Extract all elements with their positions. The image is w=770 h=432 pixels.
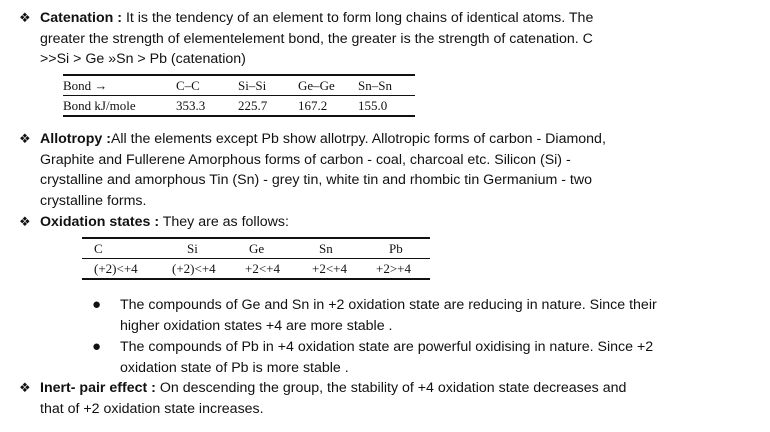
catenation-line3: >>Si > Ge »Sn > Pb (catenation) xyxy=(40,51,246,67)
catenation-line1: Catenation : It is the tendency of an element to form long chains of identical atoms. The xyxy=(40,10,594,26)
oxidation-table-row: (+2)<+4 (+2)<+4 +2<+4 +2<+4 +2>+4 xyxy=(94,260,411,276)
catenation-line2: greater the strength of elementelement bond, the greater is the strength of catenation. C xyxy=(40,30,593,47)
oxidation-line: Oxidation states : They are as follows: xyxy=(40,214,289,230)
bullet-item-2: ● The compounds of Pb in +4 oxidation state are powerful oxidising in nature. Since +2 oxidation state of Pb is more stable . xyxy=(92,338,654,376)
bond-table-header: Bond → C–C Si–Si Ge–Ge Sn–Sn xyxy=(63,77,392,93)
oxidation-table-header: C Si Ge Sn Pb xyxy=(94,240,403,256)
oxidation-section xyxy=(19,212,756,233)
diamond-bullet-icon: ❖ xyxy=(19,131,31,146)
diamond-bullet-icon: ❖ xyxy=(19,380,31,395)
allotropy-line1: Allotropy :All the elements except Pb show allotrpy. Allotropic forms of carbon - Diamond, xyxy=(40,131,606,147)
catenation-heading: Catenation : xyxy=(40,10,122,26)
bond-energy-table xyxy=(63,74,415,117)
catenation-section xyxy=(19,8,756,70)
inert-pair-line2: that of +2 oxidation state increases. xyxy=(40,400,264,417)
bond-table-row: Bond kJ/mole 353.3 225.7 167.2 155.0 xyxy=(63,97,388,113)
oxidation-heading: Oxidation states : xyxy=(40,214,160,230)
bullet-item-1: ● The compounds of Ge and Sn in +2 oxidation state are reducing in nature. Since their higher oxidation states +4 are more stable . xyxy=(92,296,657,334)
allotropy-section xyxy=(19,129,756,211)
inert-pair-section xyxy=(19,378,756,419)
allotropy-line2: Graphite and Fullerene Amorphous forms of carbon - coal, charcoal etc. Silicon (Si) - xyxy=(40,151,571,168)
dot-bullet-icon: ● xyxy=(92,338,102,355)
inert-pair-heading: Inert- pair effect : xyxy=(40,380,156,396)
inert-pair-line1: Inert- pair effect : On descending the group, the stability of +4 oxidation state decreases and xyxy=(40,380,627,396)
allotropy-heading: Allotropy : xyxy=(40,131,111,147)
dot-bullet-icon: ● xyxy=(92,296,102,313)
allotropy-line3: crystalline and amorphous Tin (Sn) - grey tin, white tin and rhombic tin Germanium - two xyxy=(40,172,592,188)
diamond-bullet-icon: ❖ xyxy=(19,10,31,25)
oxidation-table xyxy=(82,237,430,280)
diamond-bullet-icon: ❖ xyxy=(19,214,31,229)
allotropy-line4: crystalline forms. xyxy=(40,192,147,209)
